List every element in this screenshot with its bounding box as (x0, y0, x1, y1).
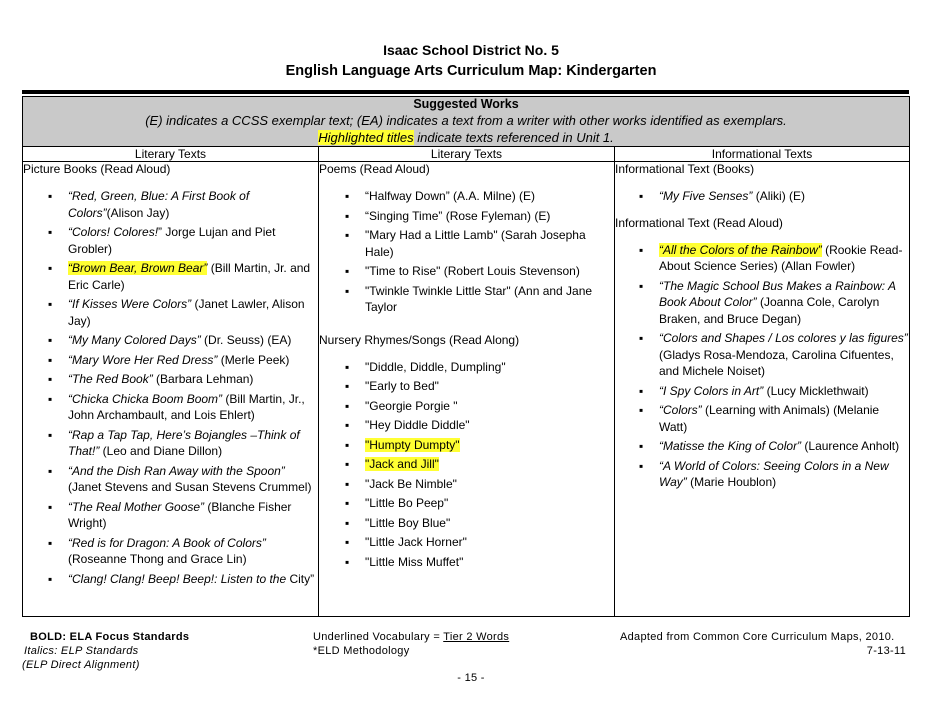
picture-book-item (68, 260, 318, 293)
suggested-works-title: Suggested Works (413, 97, 519, 111)
work-author: (Roseanne Thong and Grace Lin) (68, 552, 247, 566)
poem-item: ▪ “Singing Time” (Rose Fyleman) (E) (365, 208, 614, 225)
informational-readaloud-item (659, 438, 909, 455)
rhyme-item (365, 476, 614, 493)
header-rule (22, 90, 909, 94)
informational-readaloud-item (659, 278, 909, 328)
column-header: Literary Texts (319, 147, 615, 162)
work-title: “And the Dish Ran Away with the Spoon” (68, 463, 285, 478)
work-author: (Joanna Cole, Carolyn Braken, and Bruce Degan) (659, 295, 880, 326)
informational-books-list (615, 188, 909, 205)
work-title: “The Red Book” (68, 372, 153, 386)
rhyme-item (365, 554, 614, 571)
rhyme-title: "Hey Diddle Diddle" (365, 418, 470, 432)
column-header-row (23, 147, 910, 162)
work-title: “Brown Bear, Brown Bear” (68, 261, 208, 275)
work-author: (Laurence Anholt) (801, 439, 900, 453)
rhyme-title: "Little Boy Blue" (365, 515, 451, 530)
picture-book-item (68, 371, 318, 388)
picture-book-item (68, 571, 318, 588)
informational-book-item (659, 188, 909, 205)
rhyme-item (365, 515, 614, 532)
poem-item: ▪ "Time to Rise" (Robert Louis Stevenson) (365, 263, 614, 280)
poem-item: ▪ “Halfway Down” (A.A. Milne) (E) (365, 188, 614, 205)
rhyme-title: "Little Bo Peep" (365, 496, 449, 510)
vocabulary-label: Underlined Vocabulary = (313, 631, 444, 643)
highlight-legend-rest: indicate texts referenced in Unit 1. (413, 130, 614, 145)
work-title: “Red is for Dragon: A Book of Colors” (68, 535, 266, 550)
work-author: ” Jorge Lujan and Piet Grobler) (68, 225, 276, 256)
map-title: English Language Arts Curriculum Map: Kindergarten (285, 63, 657, 79)
work-author: (Rookie Read-About Science Series) (Allan Fowler) (659, 242, 903, 273)
work-author: (Marie Houblon) (686, 475, 777, 489)
informational-readaloud-item (659, 330, 909, 380)
district-title: Isaac School District No. 5 (383, 42, 559, 58)
column-header: Informational Texts (615, 147, 910, 162)
picture-books-cell (23, 162, 319, 617)
picture-books-list (23, 188, 318, 587)
work-title: “The Real Mother Goose” (68, 499, 205, 514)
eld-methodology-note: *ELD Methodology (313, 645, 410, 657)
section-heading: Informational Text (Books) (615, 162, 755, 176)
work-title: “Colors and Shapes / Los colores y las figures” (659, 331, 908, 345)
work-title: “Matisse the King of Color” (659, 439, 802, 453)
work-title: “All the Colors of the Rainbow” (659, 242, 822, 257)
rhyme-item (365, 359, 614, 376)
informational-readaloud-item (659, 383, 909, 400)
rhyme-title: "Little Jack Horner" (365, 535, 467, 549)
rhyme-item (365, 378, 614, 395)
rhyme-title: "Georgie Porgie " (365, 398, 458, 413)
bold-standards-note: BOLD: ELA Focus Standards (30, 631, 190, 643)
elp-alignment-note: (ELP Direct Alignment) (22, 659, 140, 671)
poem-item: ▪ "Mary Had a Little Lamb" (Sarah Josepha Hale) (365, 227, 614, 260)
section-heading: Nursery Rhymes/Songs (Read Along) (319, 332, 520, 347)
section-heading: Informational Text (Read Aloud) (615, 215, 783, 230)
rhyme-title: "Jack Be Nimble" (365, 476, 457, 491)
informational-readaloud-item (659, 242, 909, 275)
work-author: (Aliki) (E) (752, 189, 806, 203)
work-title: “My Many Colored Days” (68, 333, 201, 347)
work-author: (Learning with Animals) (Melanie Watt) (659, 403, 880, 434)
picture-book-item (68, 427, 318, 460)
work-title: “A World of Colors: Seeing Colors in a New Way” (659, 458, 889, 489)
work-author: (Bill Martin, Jr. and Eric Carle) (68, 261, 311, 292)
informational-readaloud-list (615, 242, 909, 491)
suggested-works-row (23, 97, 910, 147)
work-title: “Clang! Clang! Beep! Beep!: Listen to the (68, 571, 287, 586)
content-row (23, 162, 910, 617)
work-author: (Leo and Diane Dillon) (99, 444, 223, 458)
rhyme-item (365, 417, 614, 434)
work-title: “I Spy Colors in Art” (659, 383, 764, 398)
work-title: “Colors! Colores! (68, 225, 159, 239)
picture-book-item (68, 352, 318, 369)
rhymes-list (319, 359, 614, 571)
work-title: “The Magic School Bus Makes a Rainbow: A Book About Color” (659, 278, 896, 309)
informational-cell (615, 162, 910, 617)
curriculum-table (22, 96, 910, 617)
rhyme-item (365, 398, 614, 415)
rhyme-title: "Early to Bed" (365, 379, 439, 393)
picture-book-item (68, 332, 318, 349)
work-author: (Blanche Fisher Wright) (68, 499, 292, 530)
section-heading: Picture Books (Read Aloud) (23, 162, 171, 176)
work-author: (Janet Lawler, Alison Jay) (68, 297, 305, 328)
italics-standards-note: Italics: ELP Standards (24, 645, 139, 657)
rhyme-title: "Diddle, Diddle, Dumpling" (365, 359, 506, 374)
work-author: (Janet Stevens and Susan Stevens Crummel) (68, 480, 312, 494)
informational-readaloud-item (659, 402, 909, 435)
work-author: (Gladys Rosa-Mendoza, Carolina Cifuentes, and Michele Noiset) (659, 347, 894, 378)
poems-list (319, 188, 614, 316)
poem-item: ▪ "Twinkle Twinkle Little Star" (Ann and Jane Taylor (365, 283, 614, 316)
rhyme-item (365, 437, 614, 454)
rhyme-item (365, 534, 614, 551)
work-title: “Red, Green, Blue: A First Book of Colors” (68, 189, 250, 220)
informational-readaloud-item (659, 458, 909, 491)
work-title: “Rap a Tap Tap, Here’s Bojangles –Think of That!” (68, 427, 300, 458)
work-title: “Colors” (659, 403, 702, 417)
work-author: City” (286, 571, 315, 586)
work-author: (Bill Martin, Jr., John Archambault, and Lois Ehlert) (68, 391, 305, 422)
section-heading: Poems (Read Aloud) (319, 162, 430, 176)
poems-rhymes-cell (319, 162, 615, 617)
highlighted-titles-label: Highlighted titles (318, 130, 414, 145)
rhyme-title: "Humpty Dumpty" (365, 437, 460, 452)
work-title: “Chicka Chicka Boom Boom” (68, 391, 223, 406)
picture-book-item (68, 224, 318, 257)
work-title: “Mary Wore Her Red Dress” (68, 352, 218, 367)
source-note: Adapted from Common Core Curriculum Maps, 2010. (620, 631, 895, 643)
work-author: (Dr. Seuss) (EA) (200, 333, 292, 347)
tier2-words: Tier 2 Words (443, 631, 510, 643)
rhyme-title: "Little Miss Muffet" (365, 554, 464, 569)
rhyme-item (365, 495, 614, 512)
column-header: Literary Texts (23, 147, 319, 162)
work-author: (Merle Peek) (217, 352, 290, 367)
picture-book-item (68, 296, 318, 329)
rhyme-title: "Jack and Jill" (365, 457, 439, 471)
picture-book-item (68, 499, 318, 532)
vocabulary-note (313, 631, 509, 643)
highlight-legend (23, 129, 909, 146)
rhyme-item (365, 456, 614, 473)
revision-date: 7-13-11 (866, 645, 906, 657)
work-title: “If Kisses Were Colors” (68, 297, 192, 311)
work-author: (Lucy Micklethwait) (763, 383, 869, 398)
work-author: (Barbara Lehman) (152, 372, 254, 386)
exemplar-legend: (E) indicates a CCSS exemplar text; (EA) indicates a text from a writer with other works identified as exemplars. (145, 113, 787, 128)
picture-book-item (68, 188, 318, 221)
work-author: (Alison Jay) (106, 205, 170, 220)
picture-book-item (68, 535, 318, 568)
picture-book-item (68, 463, 318, 496)
page-number: - 15 - (457, 672, 485, 684)
work-title: “My Five Senses” (659, 189, 753, 203)
picture-book-item (68, 391, 318, 424)
